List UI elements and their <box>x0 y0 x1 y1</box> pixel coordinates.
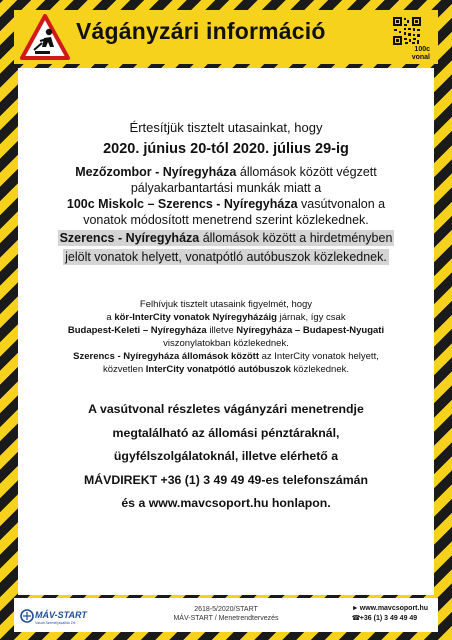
website-link[interactable]: www.mavcsoport.hu <box>359 605 428 612</box>
footer <box>14 598 438 632</box>
info-text: A vasútvonal részletes vágányzári menetrendje megtalálható az állomási pénztáraknál, ügyfélszolgálatoknál, illetve elérhető a MÁVDIREKT +36 (1) 3 49 49 49-es telefonszámán és a www.mavcsoport.hu honlapon. <box>84 402 368 510</box>
page-title: Vágányzári információ <box>76 18 326 44</box>
phone-icon: ☎ <box>351 615 361 622</box>
phone-number: +36 (1) 3 49 49 49 <box>359 615 418 622</box>
notice-text: Mezőzombor - Nyíregyháza állomások között végzett pályakarbantartási munkák miatt a 100c Miskolc – Szerencs - Nyíregyháza vasútvonalon a vonatok módosított menetrend szerint közlekednek. Szerencs - Nyíregyháza állomások között a hirdetményben jelölt vonatok helyett, vonatpótló autóbuszok közlekednek. <box>59 165 393 264</box>
highlighted-notice: Szerencs - Nyíregyháza állomások között a hirdetményben <box>59 231 393 245</box>
footer-center: 2618-5/2020/START MÁV-START / Menetrendtervezés <box>173 606 279 622</box>
greeting: Értesítjük tisztelt utasainkat, hogy <box>129 120 323 135</box>
date-range: 2020. június 20-tól 2020. július 29-ig <box>103 141 349 157</box>
notice-panel <box>18 68 434 595</box>
qr-code-icon[interactable] <box>392 16 422 46</box>
footer-contact <box>352 604 428 624</box>
worker-warning-icon <box>20 14 70 60</box>
qr-label: 100c vonal <box>411 46 430 61</box>
attention-text: Felhívjuk tisztelt utasaink figyelmét, hogy a kör-InterCity vonatok Nyíregyházáig járnak, így csak Budapest-Keleti – Nyíregyháza illetve Nyíregyháza – Budapest-Nyugati viszonylatokban közlekednek. Szerencs - Nyíregyháza állomások között az InterCity vonatok helyett, közvetlen InterCity vonatpótló autóbuszok közlekednek. <box>67 299 385 375</box>
header-bar <box>14 10 438 64</box>
logo-text: MÁV-START <box>35 610 87 620</box>
logo-subtext: Vasúti Személyszállító Zrt. <box>35 621 76 625</box>
web-icon: ► <box>351 605 359 612</box>
